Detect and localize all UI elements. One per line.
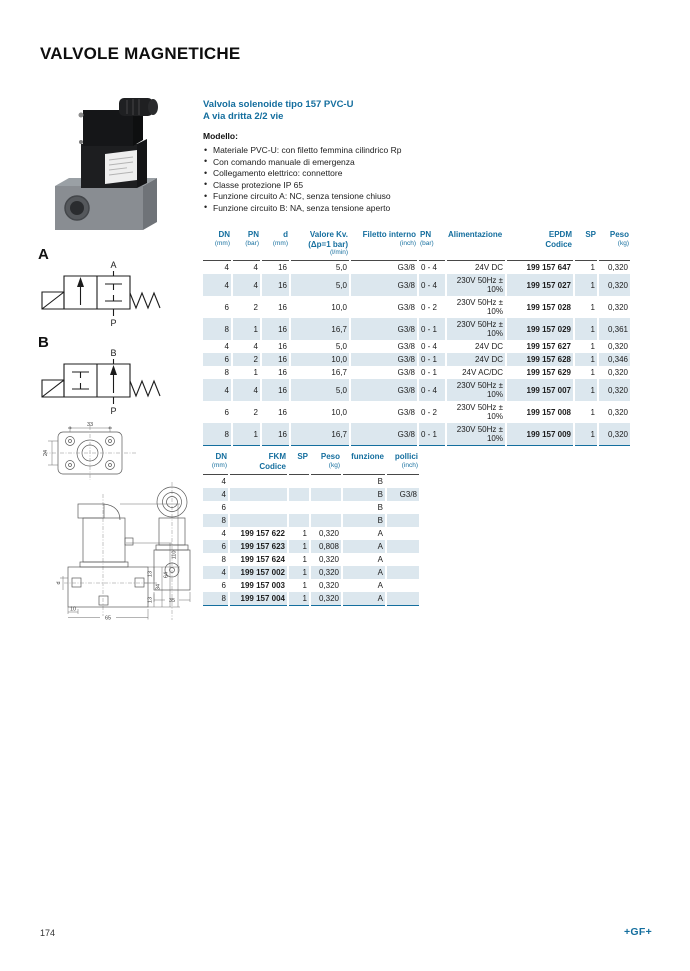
table-cell: 199 157 009 [507, 423, 573, 446]
table-cell: 16 [262, 274, 289, 296]
table-cell: 24V DC [474, 263, 503, 272]
table-cell: 1 [575, 318, 597, 340]
table-cell: 0,320 [599, 379, 630, 401]
table-cell: 0,346 [599, 353, 630, 366]
column-header: DN (mm) [203, 230, 231, 261]
table-cell: 1 [590, 407, 595, 417]
table-cell: G3/8 [397, 342, 415, 351]
table-cell: 0 - 2 [421, 302, 438, 312]
table-cell: G3/8 [351, 379, 417, 401]
table-cell: A [343, 592, 385, 606]
table-cell: G3/8 [397, 407, 415, 417]
table-cell: 4 [253, 342, 258, 351]
table-cell: 1 [575, 353, 597, 366]
table-cell: 230V 50Hz ± 10% [456, 298, 503, 316]
table-cell: 16 [262, 379, 289, 401]
dim-height-to-port: 64 [163, 571, 170, 579]
table-row [203, 514, 419, 527]
table-cell [311, 501, 341, 514]
dim-port-bottom-offset: 13 [147, 596, 154, 604]
table-row [203, 318, 630, 340]
table-cell [289, 514, 309, 527]
table-cell: 230V 50Hz ± 10% [447, 274, 505, 296]
table-cell: 1 [590, 302, 595, 312]
table-row [203, 540, 419, 553]
bullet-item: • Con comando manuale di emergenza [203, 157, 463, 169]
table-cell: 5,0 [335, 263, 347, 272]
table-cell: 1 [289, 566, 309, 579]
table-cell: 4 [233, 274, 260, 296]
table-cell: 1 [289, 592, 309, 606]
table-cell: 0 - 2 [421, 407, 438, 417]
table-cell: 199 157 027 [507, 274, 573, 296]
product-heading-line2: A via dritta 2/2 vie [203, 110, 284, 122]
table-cell: B [343, 488, 385, 501]
circuit-a-label: A [38, 246, 49, 263]
valve-symbol-b [34, 346, 174, 418]
table-cell: 8 [203, 514, 228, 527]
table-cell: 6 [221, 581, 226, 590]
table-cell: 4 [203, 566, 228, 579]
table-cell: 199 157 028 [526, 302, 571, 312]
table-row [203, 296, 630, 318]
column-header: Valore Kv. (Δp=1 bar) (l/min) [291, 230, 349, 261]
table-cell: 199 157 628 [507, 353, 573, 366]
table-cell: 8 [203, 423, 231, 446]
table-cell [311, 514, 341, 527]
table-cell: A [377, 581, 383, 590]
table-cell: 10,0 [331, 407, 347, 417]
table-cell: 16 [262, 318, 289, 340]
table-cell: 4 [203, 488, 228, 501]
table-cell: 199 157 629 [526, 368, 571, 377]
table-cell: G3/8 [387, 488, 419, 501]
column-header: Peso (kg) [599, 230, 630, 261]
table-row [203, 475, 419, 488]
table-cell: 1 [590, 342, 595, 351]
product-heading [203, 99, 353, 122]
table-cell: 2 [253, 302, 258, 312]
dim-top-depth: 24 [43, 449, 49, 457]
table-cell: 16 [278, 407, 287, 417]
bullet-item: • Classe protezione IP 65 [203, 180, 463, 192]
table-header-row [203, 452, 419, 475]
table-cell: 1 [575, 423, 597, 446]
table-cell: 1 [233, 318, 260, 340]
table-cell: 230V 50Hz ± 10% [447, 318, 505, 340]
table-cell: 1 [590, 263, 595, 272]
column-header: DN (mm) [203, 452, 228, 475]
table-cell: B [377, 477, 383, 486]
table-row [203, 401, 630, 423]
bullet-item: • Collegamento elettrico: connettore [203, 168, 463, 180]
table-cell [387, 475, 419, 488]
table-row [203, 261, 630, 274]
table-row [203, 592, 419, 606]
table-cell: 0 - 4 [421, 263, 438, 272]
table-row [203, 274, 630, 296]
table-cell: 0,808 [311, 540, 341, 553]
table-cell [311, 475, 341, 488]
table-cell: 1 [302, 555, 307, 564]
table-row [203, 423, 630, 446]
table-cell: 199 157 008 [526, 407, 571, 417]
table-cell: 0,320 [311, 566, 341, 579]
table-cell [289, 501, 309, 514]
table-cell: 4 [203, 274, 231, 296]
table-cell: 0,320 [607, 342, 628, 351]
table-cell: 8 [221, 555, 226, 564]
table-cell: 4 [224, 342, 229, 351]
port-label-bottom: P [110, 406, 117, 416]
table-cell: 16 [278, 368, 287, 377]
table-cell: 16 [278, 342, 287, 351]
table-cell: 0 - 1 [419, 353, 445, 366]
table-cell: 0,320 [318, 529, 339, 538]
table-cell: 199 157 004 [230, 592, 287, 606]
table-cell [311, 488, 341, 501]
column-header: EPDM Codice [507, 230, 573, 261]
table-cell: 1 [302, 529, 307, 538]
table-cell [387, 566, 419, 579]
table-cell: 4 [203, 379, 231, 401]
table-row [203, 527, 419, 540]
table-cell: 4 [253, 263, 258, 272]
table-cell: G3/8 [351, 423, 417, 446]
table-cell: 16 [278, 302, 287, 312]
column-header: PN (bar) [419, 230, 445, 261]
table-cell: 199 157 623 [230, 540, 287, 553]
table-cell: 1 [253, 368, 258, 377]
table-cell: G3/8 [351, 353, 417, 366]
table-cell: 0 - 4 [419, 274, 445, 296]
port-label-top: A [110, 260, 117, 270]
dim-hole-offset: 10 [69, 606, 77, 613]
table-cell: G3/8 [351, 318, 417, 340]
circuit-b-label: B [38, 334, 49, 351]
product-heading-line1: Valvola solenoide tipo 157 PVC-U [203, 99, 354, 110]
model-bullet-list [203, 145, 463, 214]
valve-symbol-a [34, 258, 174, 330]
table-cell: 0 - 1 [421, 368, 438, 377]
table-cell: 16 [262, 353, 289, 366]
table-cell: 199 157 624 [240, 555, 285, 564]
table-cell: G3/8 [351, 274, 417, 296]
column-header: SP [289, 452, 309, 475]
table-cell: A [377, 555, 383, 564]
table-cell: 1 [575, 379, 597, 401]
table-cell [387, 592, 419, 606]
table-cell: 1 [302, 581, 307, 590]
column-header: PN (bar) [233, 230, 260, 261]
table-cell: G3/8 [397, 368, 415, 377]
table-cell: 0,361 [599, 318, 630, 340]
table-cell: 5,0 [335, 342, 347, 351]
table-cell [230, 501, 287, 514]
table-cell: 16,7 [291, 423, 349, 446]
table-cell: 16,7 [291, 318, 349, 340]
dim-body-width: 65 [104, 615, 112, 620]
table-cell: 199 157 622 [240, 529, 285, 538]
table-cell: 0,320 [311, 592, 341, 606]
table-cell: 0,320 [607, 368, 628, 377]
table-cell: 0,320 [599, 423, 630, 446]
table-cell [289, 475, 309, 488]
table-cell: A [377, 529, 383, 538]
table-cell: B [343, 514, 385, 527]
table-cell [387, 540, 419, 553]
table-cell: 0,320 [607, 263, 628, 272]
table-row [203, 553, 419, 566]
table-cell [387, 579, 419, 592]
table-cell: 24V DC [474, 342, 503, 351]
table-cell: 5,0 [291, 274, 349, 296]
table-row [203, 366, 630, 379]
table-cell: 199 157 002 [230, 566, 287, 579]
bullet-item: • Funzione circuito A: NC, senza tensione chiuso [203, 191, 463, 203]
table-row [203, 566, 419, 579]
table-cell: 8 [203, 318, 231, 340]
column-header: Peso (kg) [311, 452, 341, 475]
table-cell: 6 [224, 407, 229, 417]
table-cell: 10,0 [291, 353, 349, 366]
table-cell: B [377, 503, 383, 512]
table-cell [289, 488, 309, 501]
table-cell: 199 157 029 [507, 318, 573, 340]
dim-overall-height: 110 [171, 550, 178, 560]
table-cell: 1 [289, 540, 309, 553]
dim-top-width: 33 [86, 422, 94, 428]
epdm-codes-table [201, 230, 632, 446]
column-header: Filetto interno (inch) [351, 230, 417, 261]
table-cell: 4 [224, 263, 229, 272]
column-header: FKM Codice [230, 452, 287, 475]
table-cell: 6 [224, 302, 229, 312]
table-cell: 6 [203, 540, 228, 553]
table-cell: 6 [221, 503, 226, 512]
table-cell: 6 [203, 353, 231, 366]
table-cell: 230V 50Hz ± 10% [447, 423, 505, 446]
model-label: Modello: [203, 131, 238, 141]
table-cell [387, 553, 419, 566]
table-cell: 0,320 [318, 555, 339, 564]
table-cell: 0,320 [318, 581, 339, 590]
table-cell: 230V 50Hz ± 10% [456, 403, 503, 421]
table-row [203, 340, 630, 353]
table-row [203, 579, 419, 592]
table-cell: 199 157 007 [507, 379, 573, 401]
table-cell [387, 501, 419, 514]
table-cell: A [343, 566, 385, 579]
table-cell: 199 157 003 [240, 581, 285, 590]
table-cell: G3/8 [397, 302, 415, 312]
table-row [203, 488, 419, 501]
table-cell: 1 [590, 368, 595, 377]
page-number: 174 [40, 928, 56, 938]
table-row [203, 379, 630, 401]
column-header: SP [575, 230, 597, 261]
bullet-item: • Funzione circuito B: NA, senza tensione aperto [203, 203, 463, 215]
table-cell: 0,320 [607, 302, 628, 312]
table-cell: 2 [233, 353, 260, 366]
table-cell: 4 [221, 477, 226, 486]
table-cell: 8 [203, 592, 228, 606]
column-header: funzione [343, 452, 385, 475]
table-header-row [203, 230, 630, 261]
dim-side-width: 35 [168, 598, 176, 604]
table-cell: 0,320 [607, 407, 628, 417]
bullet-item: • Materiale PVC-U: con filetto femmina cilindrico Rp [203, 145, 463, 157]
table-cell: 0 - 4 [421, 342, 438, 351]
port-label-top: B [110, 348, 117, 358]
product-photo [45, 96, 193, 238]
table-cell: 16 [262, 423, 289, 446]
table-cell: 0,320 [599, 274, 630, 296]
column-header: Alimentazione [447, 230, 505, 261]
dim-diameter: d [56, 581, 62, 585]
table-cell: 199 157 627 [526, 342, 571, 351]
table-cell: G3/8 [397, 263, 415, 272]
table-cell: 4 [221, 529, 226, 538]
table-cell: A [343, 540, 385, 553]
table-cell: 0 - 1 [419, 318, 445, 340]
table-cell: 16,7 [331, 368, 347, 377]
table-cell: 2 [253, 407, 258, 417]
table-cell: 16 [278, 263, 287, 272]
table-row [203, 353, 630, 366]
table-cell: 5,0 [291, 379, 349, 401]
column-header: d (mm) [262, 230, 289, 261]
dimension-drawing-side [145, 480, 200, 625]
table-cell: 230V 50Hz ± 10% [447, 379, 505, 401]
table-cell: 1 [233, 423, 260, 446]
table-cell [230, 475, 287, 488]
brand-logo: +GF+ [623, 926, 652, 938]
table-row [203, 501, 419, 514]
column-header: pollici (inch) [387, 452, 419, 475]
port-label-bottom: P [110, 318, 117, 328]
dim-port-top-offset: 13 [147, 570, 154, 578]
table-cell: 1 [575, 274, 597, 296]
dim-body-height: 34 [155, 583, 162, 591]
table-cell: 4 [233, 379, 260, 401]
page-title: VALVOLE MAGNETICHE [40, 44, 241, 63]
table-cell: 24V DC [447, 353, 505, 366]
table-cell: 24V AC/DC [462, 368, 503, 377]
table-cell: 0 - 1 [419, 423, 445, 446]
table-cell [230, 514, 287, 527]
table-cell [387, 527, 419, 540]
fkm-codes-table [201, 452, 421, 606]
table-cell [387, 514, 419, 527]
table-cell: 8 [224, 368, 229, 377]
table-cell [230, 488, 287, 501]
table-cell: 0 - 4 [419, 379, 445, 401]
table-cell: 199 157 647 [526, 263, 571, 272]
table-cell: 10,0 [331, 302, 347, 312]
